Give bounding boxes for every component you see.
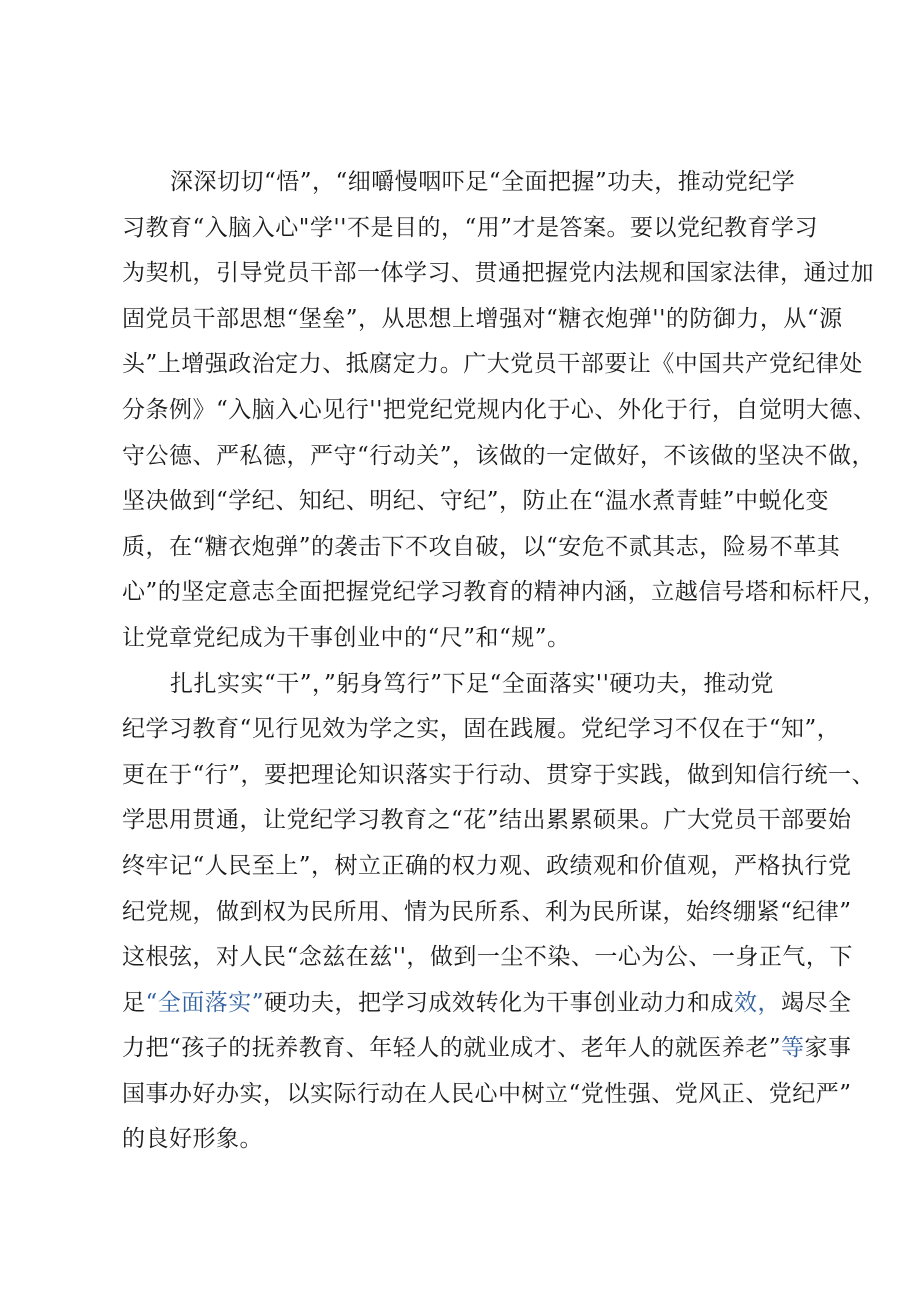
- line-segment: 力把“孩子的抚养教育、年轻人的就业成才、老年人的就医养老”: [122, 1035, 782, 1062]
- paragraph-line: 学思用贯通，让党纪学习教育之“花”结出累累硕果。广大党员干部要始: [122, 807, 852, 834]
- paragraph-line: 心”的坚定意志全面把握党纪学习教育的精神内涵，立越信号塔和标杆尺，: [122, 579, 887, 606]
- paragraph-2: [122, 662, 876, 1164]
- line-segment: 竭尽全: [781, 989, 852, 1016]
- paragraph-line: 国事办好办实，以实际行动在人民心中树立“党性强、党风正、党纪严”: [122, 1080, 852, 1107]
- paragraph-line: 纪学习教育“见行见效为学之实，固在践履。党纪学习不仅在于“知”，: [122, 716, 841, 743]
- line-segment: 家事: [804, 1035, 852, 1062]
- paragraph-line: [122, 981, 852, 1027]
- paragraph-line: [122, 1026, 852, 1072]
- paragraph-line: 扎扎实实“干”，”躬身笃行”下足“全面落实''硬功夫，推动党: [170, 670, 774, 697]
- paragraph-line: 坚决做到“学纪、知纪、明纪、守纪”，防止在“温水煮青蛙”中蜕化变: [122, 488, 830, 515]
- line-segment: 硬功夫，把学习成效转化为干事创业动力和成: [264, 989, 735, 1016]
- paragraph-line: 分条例》“入脑入心见行''把党纪党规内化于心、外化于行，自觉明大德、: [122, 396, 877, 423]
- paragraph-line: 为契机，引导党员干部一体学习、贯通把握党内法规和国家法律，通过加: [122, 260, 874, 287]
- paragraph-line: 更在于“行”，要把理论知识落实于行动、贯穿于实践，做到知信行统一、: [122, 761, 876, 788]
- paragraph-line: 让党章党纪成为干事创业中的“尺”和“规”。: [122, 624, 571, 651]
- paragraph-line: 终牢记“人民至上”，树立正确的权力观、政绩观和价值观，严格执行党: [122, 852, 852, 879]
- paragraph-line: 纪党规，做到权为民所用、情为民所系、利为民所谋，始终绷紧“纪律”: [122, 898, 852, 925]
- paragraph-line: 这根弦，对人民“念兹在兹''，做到一尘不染、一心为公、一身正气，下: [122, 944, 853, 971]
- paragraph-line: 的良好形象。: [122, 1126, 263, 1153]
- paragraph-line: 固党员干部思想“堡垒”，从思想上增强对“糖衣炮弹''的防御力，从“源: [122, 305, 843, 332]
- document-body: [122, 160, 887, 1163]
- paragraph-line: 深深切切“悟”，“细嚼慢咽吓足“全面把握”功夫，推动党纪学: [170, 169, 796, 195]
- highlighted-text: 效，: [734, 989, 782, 1016]
- line-segment: 足: [122, 989, 146, 1016]
- paragraph-line: 守公德、严私德，严守“行动关”，该做的一定做好，不该做的坚决不做，: [122, 442, 876, 469]
- paragraph-line: 习教育“入脑入心"学''不是目的，“用”才是答案。要以党纪教育学习: [122, 214, 818, 241]
- highlighted-text: “全面落实”: [145, 989, 265, 1016]
- highlighted-text: 等: [781, 1035, 805, 1062]
- paragraph-line: 头”上增强政治定力、抵腐定力。广大党员干部要让《中国共产党纪律处: [122, 351, 863, 378]
- paragraph-line: 质，在“糖衣炮弹”的袭击下不攻自破，以“安危不贰其志，险易不革其: [122, 533, 841, 560]
- paragraph-1: [122, 160, 887, 662]
